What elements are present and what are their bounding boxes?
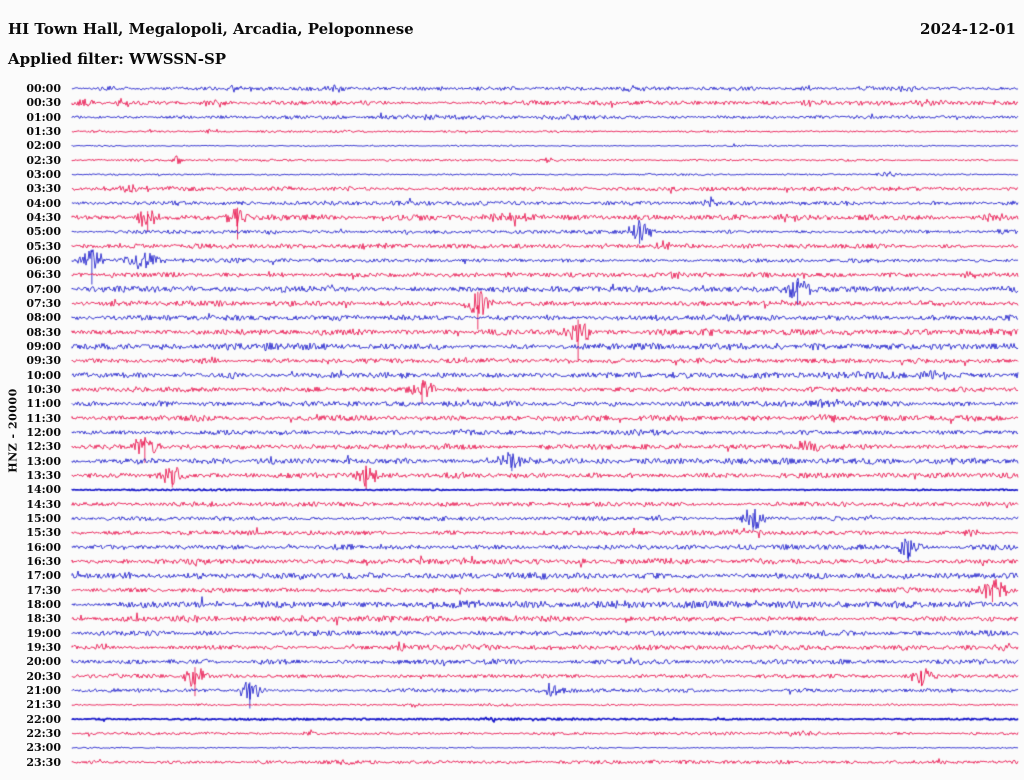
time-label: 10:30	[26, 382, 61, 396]
time-label: 00:00	[26, 82, 61, 95]
time-label: 03:00	[26, 167, 61, 181]
time-label: 13:30	[26, 468, 61, 482]
time-label: 15:00	[26, 511, 61, 525]
time-label: 16:30	[26, 554, 61, 568]
time-label: 17:00	[26, 569, 61, 583]
time-label: 10:00	[26, 368, 61, 382]
time-label: 04:00	[26, 196, 61, 210]
time-label: 05:30	[26, 239, 61, 253]
time-label: 11:00	[26, 397, 61, 411]
channel-scale-label: HNZ - 20000	[6, 388, 20, 473]
time-label: 22:00	[26, 712, 61, 726]
time-label: 21:30	[26, 698, 61, 712]
time-label: 08:00	[26, 311, 61, 325]
time-label: 02:30	[26, 153, 61, 167]
time-label: 11:30	[26, 411, 61, 425]
time-label: 07:00	[26, 282, 61, 296]
time-label: 01:30	[26, 124, 61, 138]
time-label: 16:00	[26, 540, 61, 554]
time-label: 04:30	[26, 210, 61, 224]
time-label: 06:00	[26, 253, 61, 267]
time-label: 21:00	[26, 683, 61, 697]
time-axis	[0, 0, 62, 780]
time-label: 05:00	[26, 225, 61, 239]
time-label: 13:00	[26, 454, 61, 468]
time-label: 23:30	[26, 755, 61, 769]
time-label: 17:30	[26, 583, 61, 597]
time-label: 15:30	[26, 526, 61, 540]
time-label: 09:00	[26, 339, 61, 353]
time-label: 01:00	[26, 110, 61, 124]
time-label: 12:00	[26, 425, 61, 439]
time-label: 00:30	[26, 96, 61, 110]
time-label: 07:30	[26, 296, 61, 310]
time-label: 03:30	[26, 182, 61, 196]
time-label: 09:30	[26, 354, 61, 368]
time-label: 06:30	[26, 268, 61, 282]
time-label: 19:30	[26, 640, 61, 654]
time-label: 20:30	[26, 669, 61, 683]
time-label: 08:30	[26, 325, 61, 339]
time-label: 02:00	[26, 139, 61, 153]
time-label: 18:30	[26, 612, 61, 626]
applied-filter: Applied filter: WWSSN-SP	[8, 50, 227, 68]
time-label: 20:00	[26, 655, 61, 669]
time-label: 19:00	[26, 626, 61, 640]
time-label: 12:30	[26, 440, 61, 454]
station-title: HI Town Hall, Megalopoli, Arcadia, Peloponnese	[8, 20, 414, 38]
time-label: 22:30	[26, 726, 61, 740]
time-label: 18:00	[26, 597, 61, 611]
time-label: 14:00	[26, 483, 61, 497]
time-label: 14:30	[26, 497, 61, 511]
time-label: 23:00	[26, 741, 61, 755]
record-date: 2024-12-01	[920, 20, 1016, 38]
